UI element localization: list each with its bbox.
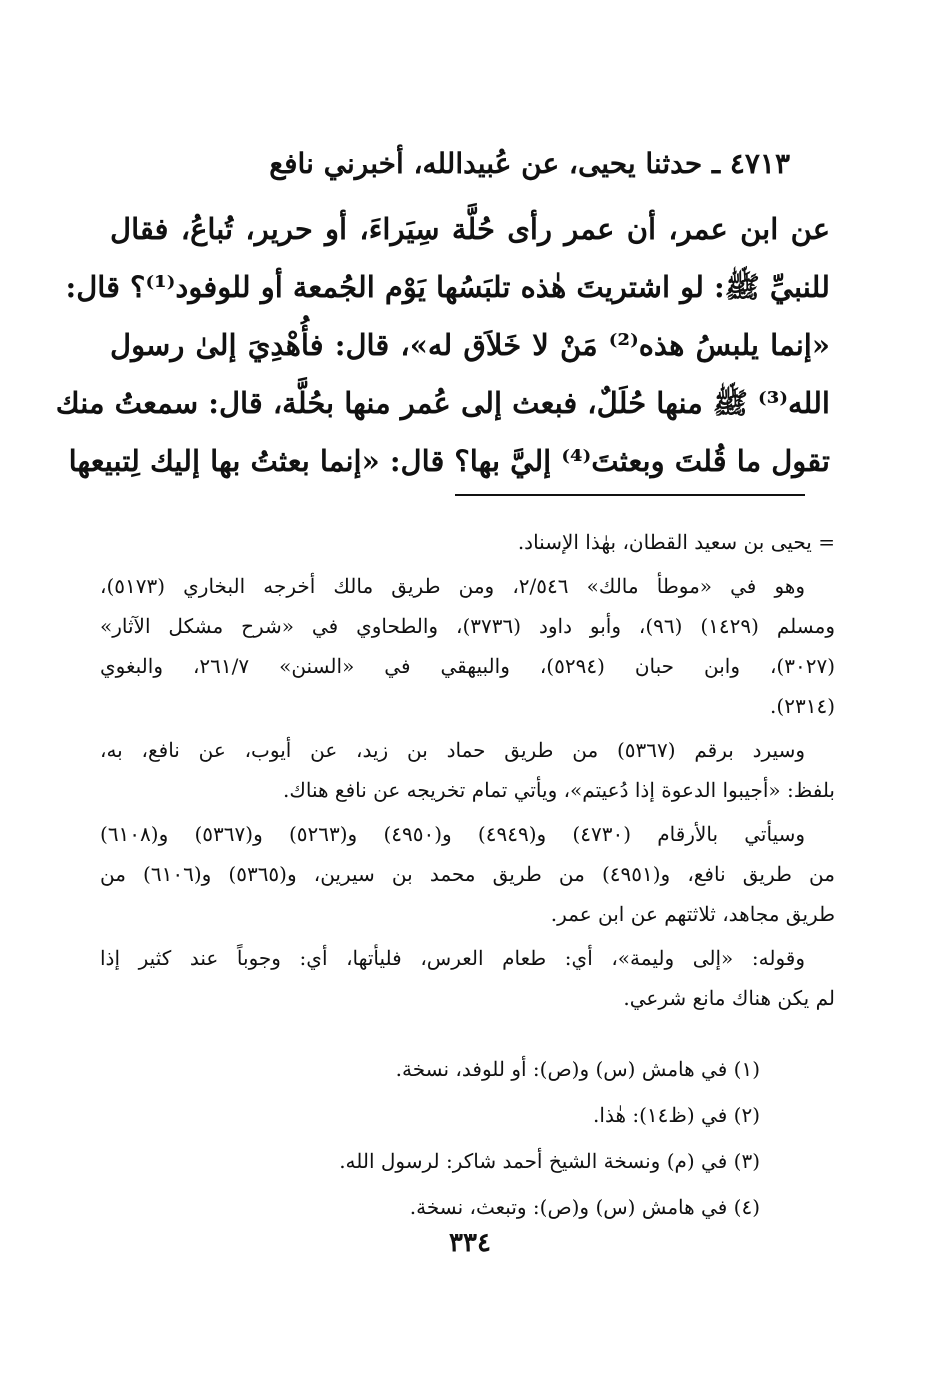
hadith-line: الله⁽³⁾ ﷺ منها حُلَلٌ، فبعث إلى عُمر منها بحُلَّة، قال: سمعتُ منك <box>55 386 830 420</box>
footnote-line: ومسلم (١٤٢٩) (٩٦)، وأبو داود (٣٧٣٦)، والطحاوي في «شرح مشكل الآثار» <box>100 614 835 638</box>
footnote-line: = يحيى بن سعيد القطان، بهٰذا الإسناد. <box>517 530 835 554</box>
hadith-text <box>55 200 830 490</box>
footnote-line: (٢٣١٤). <box>770 694 835 718</box>
footnote-line: (٣٠٢٧)، وابن حبان (٥٢٩٤)، والبيهقي في «السنن» ٢٦١/٧، والبغوي <box>100 654 835 678</box>
note-item: (٢) في (ظ١٤): هٰذا. <box>593 1103 760 1127</box>
hadith-line: «إنما يلبسُ هذه⁽²⁾ مَنْ لا خَلاَق له»، قال: فأُهْدِيَ إلىٰ رسول <box>110 328 830 362</box>
footnote-paragraph <box>100 522 835 562</box>
footnote-line: لم يكن هناك مانع شرعي. <box>623 986 835 1010</box>
footnote-paragraph <box>100 814 835 934</box>
hadith-line: عن ابن عمر، أن عمر رأى حُلَّة سِيَراءَ، أو حرير، تُباعُ، فقال <box>110 212 830 246</box>
footnote-paragraph <box>100 938 835 1018</box>
hadith-line: للنبيِّ ﷺ: لو اشتريتَ هٰذه تلبَسُها يَوْم الجُمعة أو للوفود⁽¹⁾؟ قال: <box>65 270 830 304</box>
page-number: ٣٣٤ <box>449 1228 491 1258</box>
hadith-heading: ٤٧١٣ ـ حدثنا يحيى، عن عُبيدالله، أخبرني نافع <box>269 147 790 180</box>
note-item: (٤) في هامش (س) و(ص): وتبعث، نسخة. <box>409 1195 760 1219</box>
footnote-line: طريق مجاهد، ثلاثتهم عن ابن عمر. <box>550 902 835 926</box>
footnotes-section <box>100 522 835 1022</box>
footnote-paragraph <box>100 730 835 810</box>
footnote-line: وسيرد برقم (٥٣٦٧) من طريق حماد بن زيد، عن أيوب، عن نافع، به، <box>100 738 805 762</box>
footnote-line: من طريق نافع، و(٤٩٥١) من طريق محمد بن سيرين، و(٥٣٦٥) و(٦١٠٦) من <box>100 862 835 886</box>
hadith-line: تقول ما قُلتَ وبعثتَ⁽⁴⁾ إليَّ بها؟ قال: «إنما بعثتُ بها إليك لِتبيعها <box>68 444 830 478</box>
note-item: (٣) في (م) ونسخة الشيخ أحمد شاكر: لرسول الله. <box>339 1149 760 1173</box>
footnote-line: وسيأتي بالأرقام (٤٧٣٠) و(٤٩٤٩) و(٤٩٥٠) و(٥٢٦٣) و(٥٣٦٧) و(٦١٠٨) <box>100 822 806 846</box>
numbered-notes <box>160 1046 760 1230</box>
footnote-paragraph <box>100 566 835 726</box>
footnote-line: وقوله: «إلى وليمة»، أي: طعام العرس، فليأتها، أي: وجوباً عند كثير إذا <box>100 946 805 970</box>
footnote-line: بلفظ: «أجيبوا الدعوة إذا دُعيتم»، ويأتي تمام تخريجه عن نافع هناك. <box>283 778 835 802</box>
footnote-line: وهو في «موطأ مالك» ٢/٥٤٦، ومن طريق مالك أخرجه البخاري (٥١٧٣)، <box>100 574 806 598</box>
note-item: (١) في هامش (س) و(ص): أو للوفد، نسخة. <box>395 1057 760 1081</box>
footnote-separator <box>455 494 805 496</box>
